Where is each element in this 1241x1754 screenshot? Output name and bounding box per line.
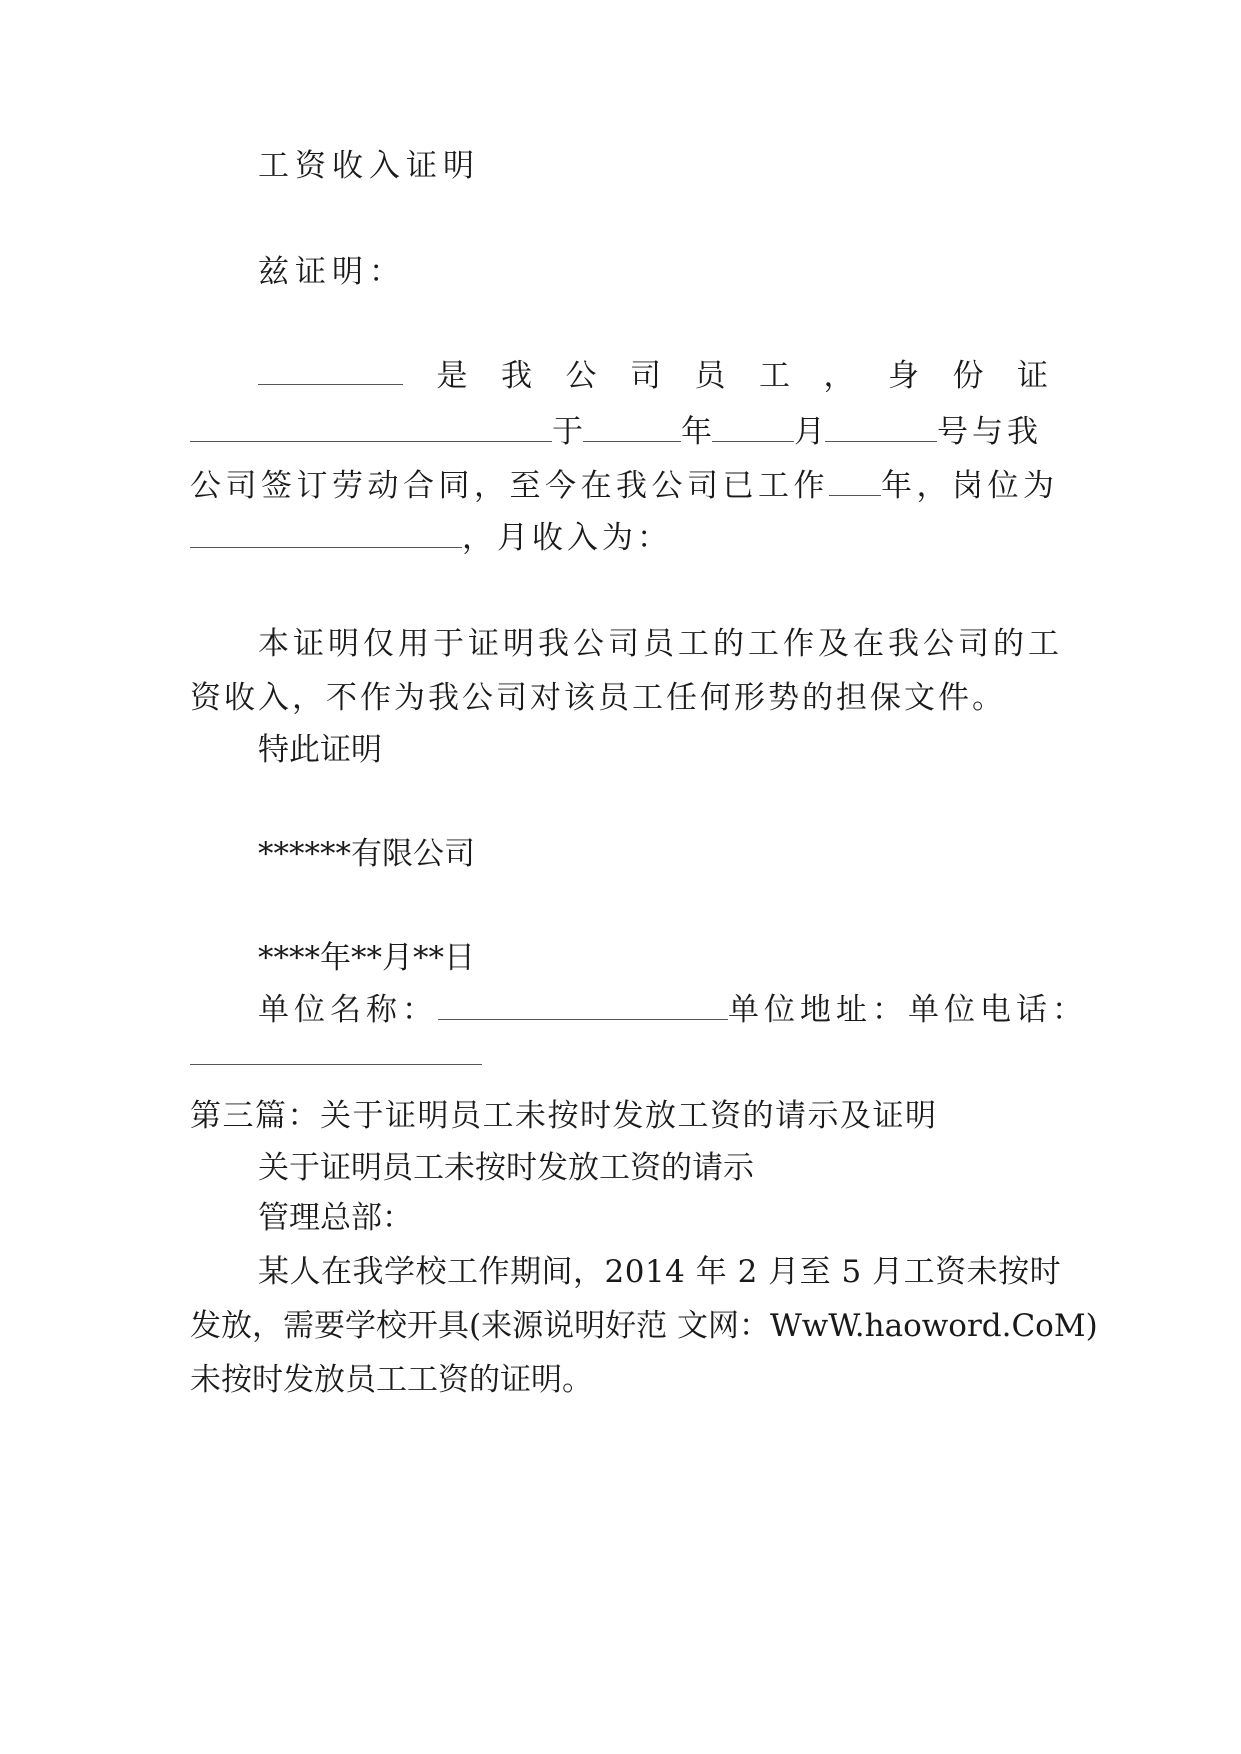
closing-text: 特此证明 [258,732,382,768]
unit-phone-blank [190,1064,482,1065]
position-blank [190,519,462,548]
row1-char: 份 [952,358,984,394]
name-blank [258,356,403,385]
unit-name-blank [438,991,728,1020]
row2-text: 年 [681,414,712,450]
row1-char: 公 [565,358,597,394]
unit-info-line [258,990,1088,1030]
row3-text: 年，岗位为 [881,468,1059,504]
row4-text: ，月收入为： [462,520,672,556]
row1-char: 证 [1017,358,1048,394]
row1-char: 员 [694,358,726,394]
tenure-blank [829,467,881,496]
id-number-blank [190,413,552,442]
body-line-1: 某人在我学校工作期间，2014 年 2 月至 5 月工资未按时 [258,1254,1062,1290]
row1-char: 身 [888,358,919,394]
cert-row-4 [190,518,672,558]
purpose-line-1: 本证明仅用于证明我公司员工的工作及在我公司的工 [258,626,1063,662]
issue-date: ****年**月**日 [258,940,475,976]
request-title: 关于证明员工未按时发放工资的请示 [258,1150,754,1186]
row3-text: 公司签订劳动合同，至今在我公司已工作 [190,468,829,504]
row1-char: 我 [501,358,532,394]
row2-text: 于 [552,414,583,450]
year-blank [583,413,681,442]
row2-text: 号与我 [937,414,1042,450]
row1-char: 工 [759,358,790,394]
cert-row-2 [190,412,1042,452]
cert-row-3 [190,466,1059,506]
unit-name-label: 单位名称： [258,992,438,1028]
greeting: 兹证明： [258,254,406,290]
addressee: 管理总部： [258,1200,413,1236]
month-blank [712,413,794,442]
body-line-3: 未按时发放员工工资的证明。 [190,1362,593,1398]
purpose-line-2: 资收入，不作为我公司对该员工任何形势的担保文件。 [190,680,1006,716]
company-name: ******有限公司 [258,836,475,872]
row1-char: 是 [436,358,468,394]
unit-address-phone-label: 单位地址：单位电话： [728,992,1088,1028]
document-title: 工资收入证明 [258,148,480,184]
day-blank [825,413,937,442]
row1-char: 司 [630,358,661,394]
body-line-2: 发放，需要学校开具(来源说明好范 文网：WwW.haoword.CoM) [190,1308,1098,1344]
cert-row-1 [258,356,1048,396]
row2-text: 月 [794,414,825,450]
row1-char: ， [823,358,855,394]
section-heading: 第三篇：关于证明员工未按时发放工资的请示及证明 [190,1098,938,1134]
